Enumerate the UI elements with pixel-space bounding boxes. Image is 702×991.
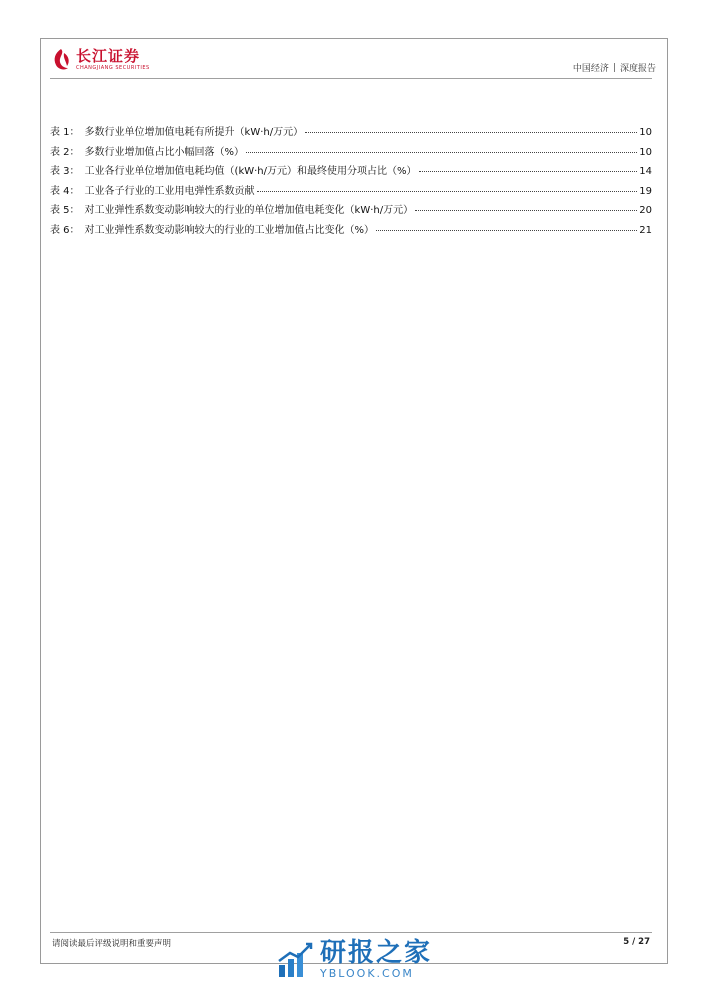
bar-chart-icon [276,941,314,979]
toc-entry-title: 多数行业单位增加值电耗有所提升（kW·h/万元） [84,127,304,138]
toc-entry[interactable] [50,123,652,143]
toc-entry[interactable] [50,201,652,221]
toc-entry-number: 表 5： [50,205,80,216]
logo-english-name: CHANGJIANG SECURITIES [76,65,150,71]
footer-disclaimer: 请阅读最后评级说明和重要声明 [52,939,172,949]
toc-leader-dots [415,210,637,211]
section-label: 中国经济 [572,64,609,74]
toc-leader-dots [305,132,637,133]
header-divider [50,78,652,79]
toc-leader-dots [246,152,637,153]
toc-entry[interactable] [50,162,652,182]
toc-entry-title: 工业各行业单位增加值电耗均值（(kW·h/万元）和最终使用分项占比（%） [84,166,417,177]
table-of-tables [50,123,652,240]
toc-entry[interactable] [50,221,652,241]
header-separator: | [612,62,616,73]
toc-entry[interactable] [50,143,652,163]
footer-divider [50,932,652,933]
toc-entry-page: 20 [639,205,652,216]
toc-entry-title: 对工业弹性系数变动影响较大的行业的工业增加值占比变化（%） [84,224,375,236]
toc-entry-number: 表 6： [50,224,80,236]
report-category [573,61,656,74]
watermark-chinese: 研报之家 [320,938,433,968]
watermark-url: YBLOOK.COM [320,967,414,980]
toc-entry-number: 表 4： [50,185,80,197]
toc-entry-title: 多数行业增加值占比小幅回落（%） [84,146,245,158]
report-type-label: 深度报告 [619,64,656,74]
toc-entry[interactable] [50,182,652,202]
changjiang-logo-icon [50,47,72,73]
toc-entry-page: 10 [639,127,652,138]
toc-entry-number: 表 1： [50,127,80,138]
brand-logo [50,47,150,73]
toc-entry-title: 工业各子行业的工业用电弹性系数贡献 [84,185,255,197]
toc-entry-page: 10 [639,146,652,158]
page-number: 5 / 27 [623,937,650,947]
toc-entry-page: 19 [639,185,652,197]
watermark [276,940,432,979]
toc-entry-page: 21 [639,224,652,236]
toc-entry-title: 对工业弹性系数变动影响较大的行业的单位增加值电耗变化（kW·h/万元） [84,205,414,216]
toc-leader-dots [419,171,638,172]
toc-leader-dots [257,191,638,192]
logo-chinese-name: 长江证券 [76,47,141,65]
toc-entry-number: 表 3： [50,166,80,177]
toc-entry-number: 表 2： [50,146,80,158]
toc-entry-page: 14 [639,166,652,177]
toc-leader-dots [376,230,637,231]
